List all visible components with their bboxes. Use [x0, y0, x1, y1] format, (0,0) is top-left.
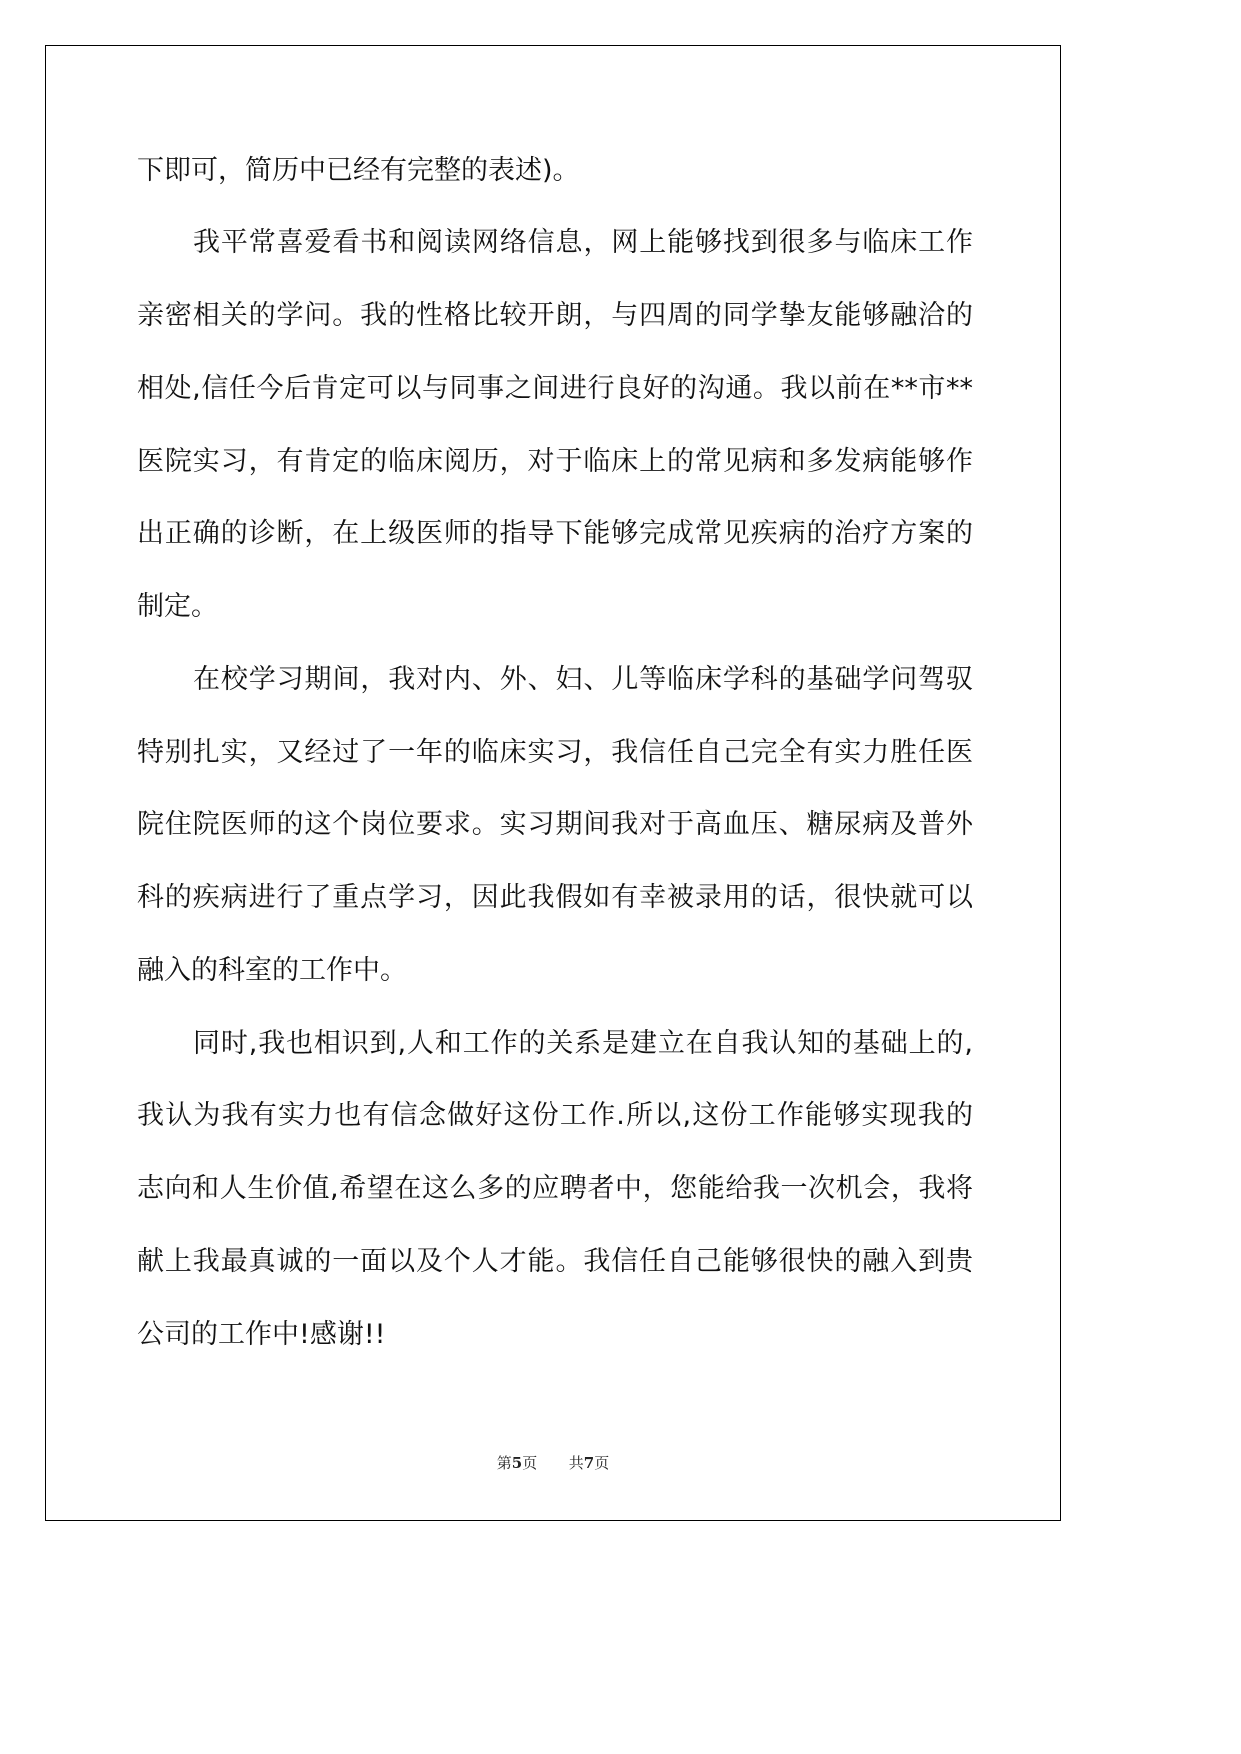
page-border [45, 45, 1061, 1521]
paragraph-first-line: 在校学习期间，我对内、外、妇、儿等临床学科的基础学问驾驭 [193, 664, 973, 695]
page-suffix: 页 [522, 1454, 538, 1472]
text-line: 融入的科室的工作中。 [137, 955, 407, 986]
text-line: 公司的工作中!感谢!! [137, 1319, 386, 1350]
text-line: 相处,信任今后肯定可以与同事之间进行良好的沟通。我以前在**市** [137, 373, 973, 404]
page-total [569, 1452, 609, 1473]
page-prefix: 第 [496, 1454, 512, 1472]
text-line: 特别扎实，又经过了一年的临床实习，我信任自己完全有实力胜任医 [137, 737, 973, 768]
text-line: 志向和人生价值,希望在这么多的应聘者中，您能给我一次机会，我将 [137, 1173, 973, 1204]
text-line: 院住院医师的这个岗位要求。实习期间我对于高血压、糖尿病及普外 [137, 809, 973, 840]
total-suffix: 页 [594, 1454, 610, 1472]
text-line: 下即可，简历中已经有完整的表述)。 [137, 155, 580, 186]
page-footer [0, 1452, 1106, 1473]
total-count: 7 [583, 1454, 595, 1472]
paragraph-first-line: 我平常喜爱看书和阅读网络信息，网上能够找到很多与临床工作 [193, 227, 973, 258]
page-number [497, 1452, 537, 1473]
page-current: 5 [511, 1454, 523, 1472]
text-line: 亲密相关的学问。我的性格比较开朗，与四周的同学挚友能够融洽的 [137, 300, 973, 331]
text-line: 医院实习，有肯定的临床阅历，对于临床上的常见病和多发病能够作 [137, 446, 973, 477]
text-line: 出正确的诊断，在上级医师的指导下能够完成常见疾病的治疗方案的 [137, 518, 973, 549]
text-line: 科的疾病进行了重点学习，因此我假如有幸被录用的话，很快就可以 [137, 882, 973, 913]
text-line: 献上我最真诚的一面以及个人才能。我信任自己能够很快的融入到贵 [137, 1246, 973, 1277]
paragraph-first-line: 同时,我也相识到,人和工作的关系是建立在自我认知的基础上的, [193, 1028, 973, 1059]
total-prefix: 共 [568, 1454, 584, 1472]
text-line: 制定。 [137, 591, 218, 622]
text-line: 我认为我有实力也有信念做好这份工作.所以,这份工作能够实现我的 [137, 1100, 973, 1131]
